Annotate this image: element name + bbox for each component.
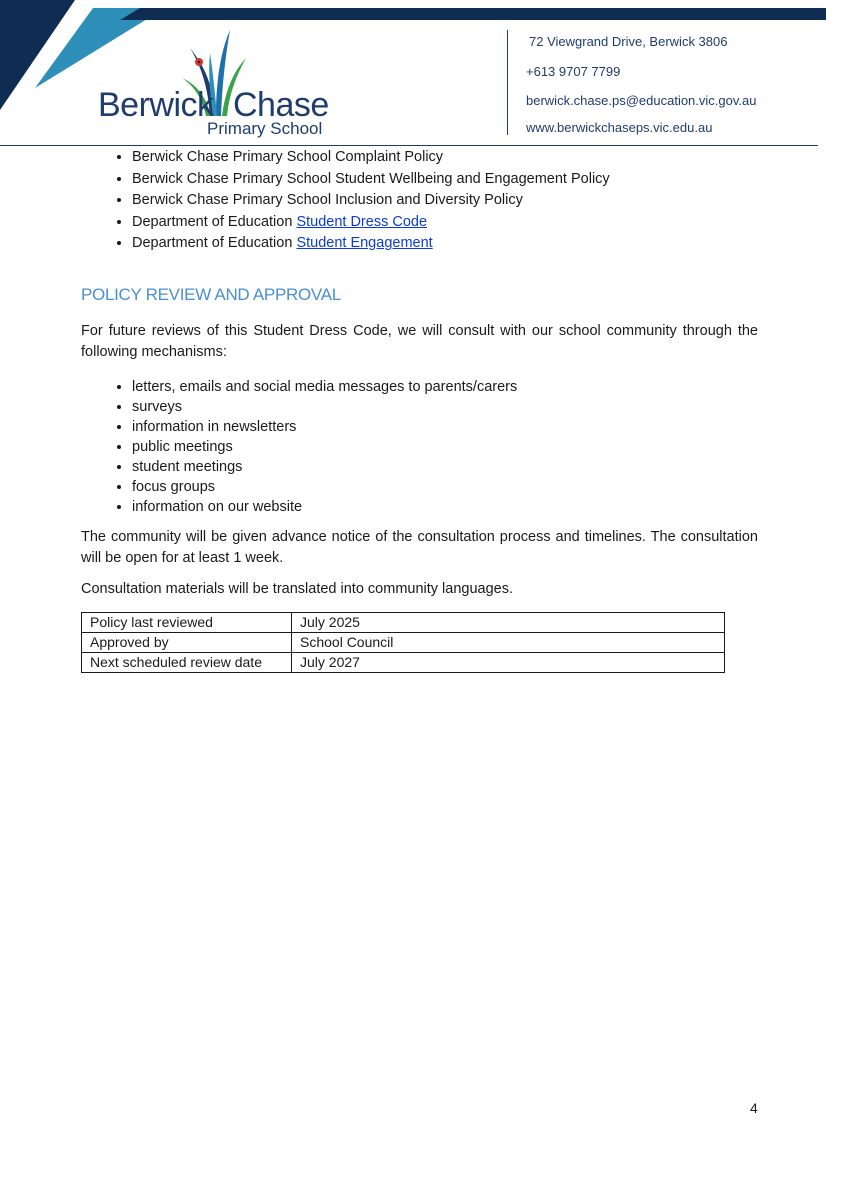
table-cell-value: July 2025 (292, 613, 725, 633)
list-item: • Department of Education Student Dress Code (132, 212, 758, 234)
list-item: • information on our website (132, 497, 758, 517)
list-item: • information in newsletters (132, 417, 758, 437)
table-cell-value: July 2027 (292, 653, 725, 673)
list-item: • focus groups (132, 477, 758, 497)
contact-email[interactable]: berwick.chase.ps@education.vic.gov.au (526, 93, 757, 108)
translation-paragraph: Consultation materials will be translated into community languages. (81, 581, 513, 598)
header-rule (0, 145, 818, 146)
list-item: • public meetings (132, 437, 758, 457)
logo-wordmark-chase: Chase (233, 86, 329, 124)
list-item: • surveys (132, 397, 758, 417)
list-item: • student meetings (132, 457, 758, 477)
consultation-mechanisms-list (81, 377, 758, 517)
contact-divider (507, 30, 508, 135)
review-table (81, 612, 725, 673)
logo-subtitle: Primary School (207, 119, 323, 138)
school-logo (95, 28, 329, 138)
document-body (81, 147, 758, 673)
related-policies-list (81, 147, 758, 255)
section-heading: POLICY REVIEW AND APPROVAL (81, 284, 341, 304)
page-number: 4 (750, 1100, 758, 1116)
table-row (82, 653, 725, 673)
table-row (82, 613, 725, 633)
list-item: • Berwick Chase Primary School Student Wellbeing and Engagement Policy (132, 169, 758, 191)
student-dress-code-link[interactable]: Student Dress Code (296, 213, 428, 230)
notice-paragraph: The community will be given advance notice of the consultation process and timelines. The consultation will be open for at least 1 week. (81, 529, 758, 567)
intro-paragraph: For future reviews of this Student Dress Code, we will consult with our school community through the following mechanisms: (81, 323, 758, 361)
table-cell-label: Next scheduled review date (82, 653, 292, 673)
contact-website[interactable]: www.berwickchaseps.vic.edu.au (526, 120, 713, 135)
letterhead (0, 0, 849, 150)
contact-phone: +613 9707 7799 (526, 64, 621, 79)
student-engagement-link[interactable]: Student Engagement (296, 235, 433, 251)
list-item: • letters, emails and social media messages to parents/carers (132, 377, 758, 397)
list-item: • Berwick Chase Primary School Inclusion and Diversity Policy (132, 190, 758, 212)
table-row (82, 633, 725, 653)
list-item: • Berwick Chase Primary School Complaint Policy (132, 147, 758, 169)
table-cell-label: Policy last reviewed (82, 613, 292, 633)
contact-address: 72 Viewgrand Drive, Berwick 3806 (529, 34, 728, 49)
table-cell-value: School Council (292, 633, 725, 653)
table-cell-label: Approved by (82, 633, 292, 653)
list-item: • Department of Education Student Engagement (132, 233, 758, 255)
logo-wordmark-berwick: Berwick (98, 86, 214, 124)
